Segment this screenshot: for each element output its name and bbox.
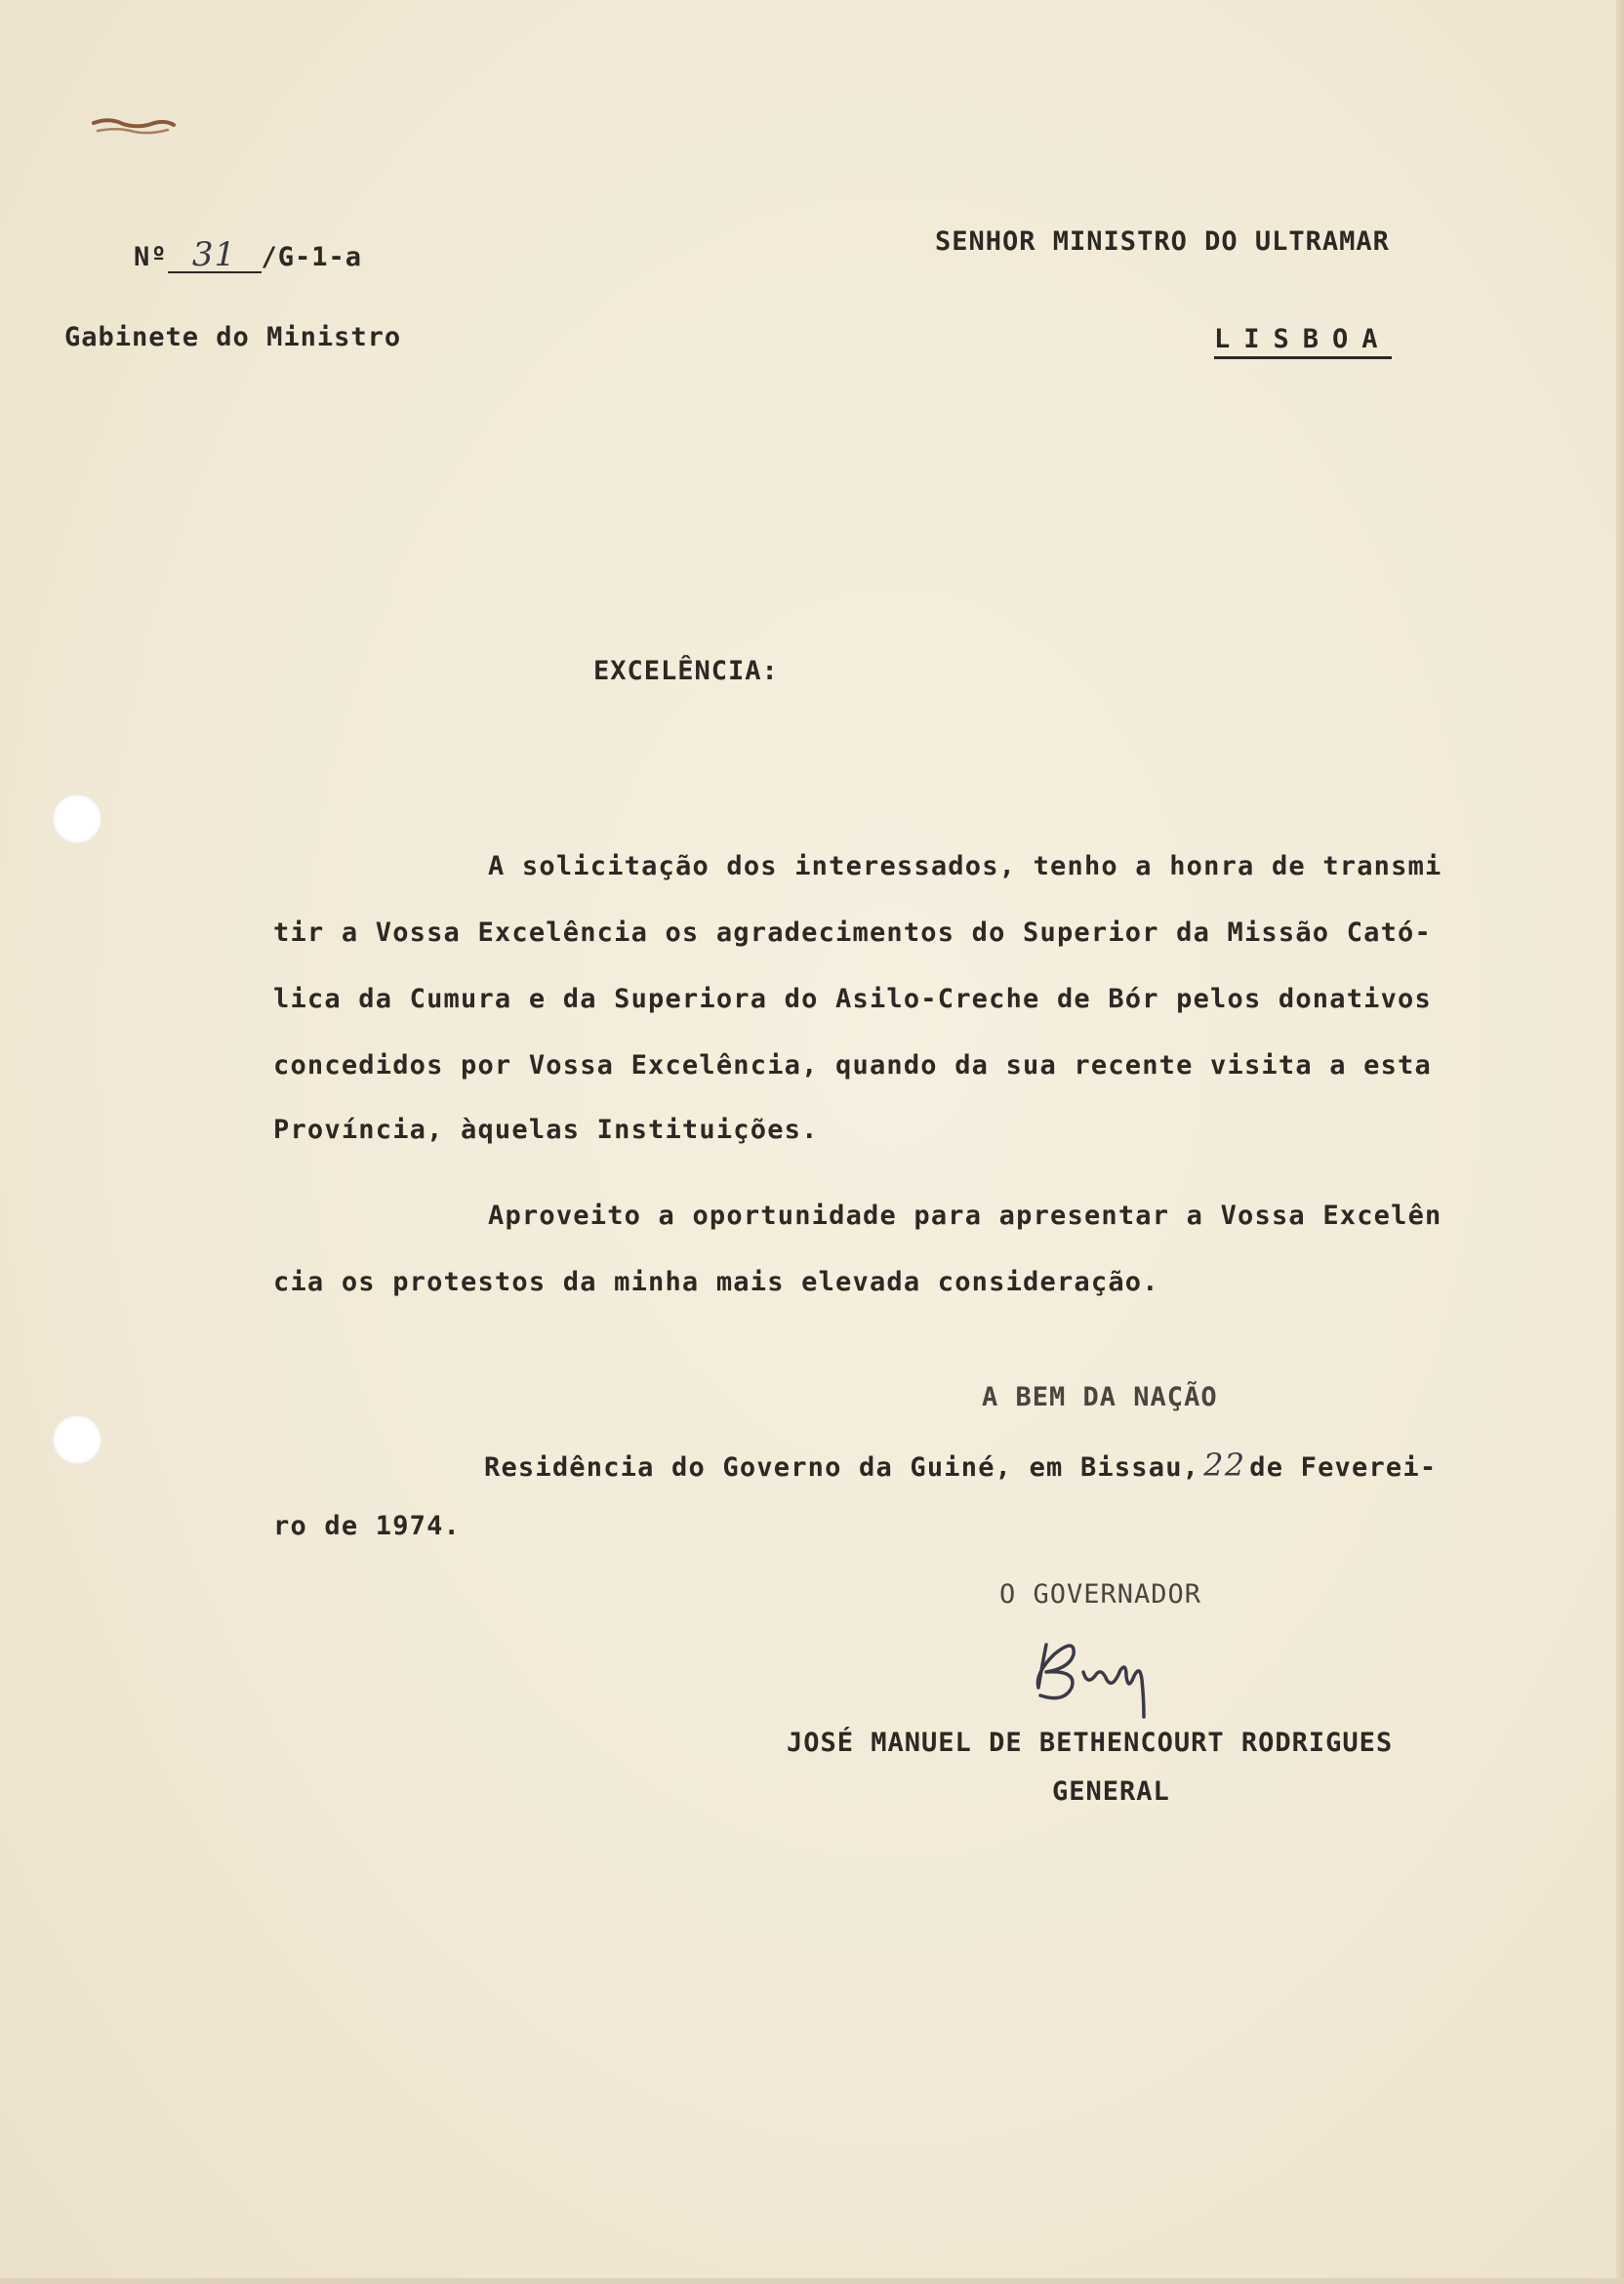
place-date-text-b: de Feverei- — [1249, 1452, 1438, 1483]
number-prefix: Nº — [134, 242, 168, 272]
place-date-day: 22 — [1203, 1447, 1246, 1484]
paragraph-1-line-4: concedidos por Vossa Excelência, quando da sua recente visita a esta — [273, 1050, 1432, 1081]
number-handwritten: 31 — [191, 235, 237, 274]
signer-name: JOSÉ MANUEL DE BETHENCOURT RODRIGUES — [787, 1728, 1394, 1758]
paper-edge-right — [1616, 0, 1624, 2284]
city-name: LISBOA — [1214, 324, 1392, 359]
signer-rank: GENERAL — [1052, 1776, 1170, 1807]
paper-edge-bottom — [0, 2278, 1624, 2284]
number-suffix: /G-1-a — [261, 242, 363, 272]
place-date-line-2: ro de 1974. — [273, 1511, 462, 1541]
place-date-text-a: Residência do Governo da Guiné, em Bissau, — [484, 1452, 1200, 1483]
office-name: Gabinete do Ministro — [64, 322, 402, 352]
paragraph-1-line-5: Província, àquelas Instituições. — [273, 1115, 819, 1145]
paragraph-1-line-3: lica da Cumura e da Superiora do Asilo-Creche de Bór pelos donativos — [273, 984, 1432, 1014]
paragraph-2-line-1: Aproveito a oportunidade para apresentar a Vossa Excelên — [488, 1201, 1442, 1231]
addressee: SENHOR MINISTRO DO ULTRAMAR — [935, 226, 1390, 257]
paragraph-1-line-1: A solicitação dos interessados, tenho a honra de transmi — [488, 851, 1442, 881]
punch-hole-top — [53, 795, 102, 843]
salutation: EXCELÊNCIA: — [593, 656, 779, 686]
signer-title: O GOVERNADOR — [999, 1579, 1202, 1610]
closing-motto: A BEM DA NAÇÃO — [982, 1382, 1218, 1412]
number-blank — [168, 235, 262, 274]
paragraph-1-line-2: tir a Vossa Excelência os agradecimentos do Superior da Missão Cató- — [273, 918, 1432, 948]
place-date-line-1 — [484, 1447, 1437, 1484]
document-number — [134, 235, 363, 274]
staple-mark-icon — [90, 115, 178, 137]
paragraph-2-line-2: cia os protestos da minha mais elevada consideração. — [273, 1267, 1159, 1297]
punch-hole-bottom — [53, 1415, 102, 1464]
addressee-city — [1214, 324, 1392, 354]
handwritten-signature — [1025, 1615, 1171, 1723]
